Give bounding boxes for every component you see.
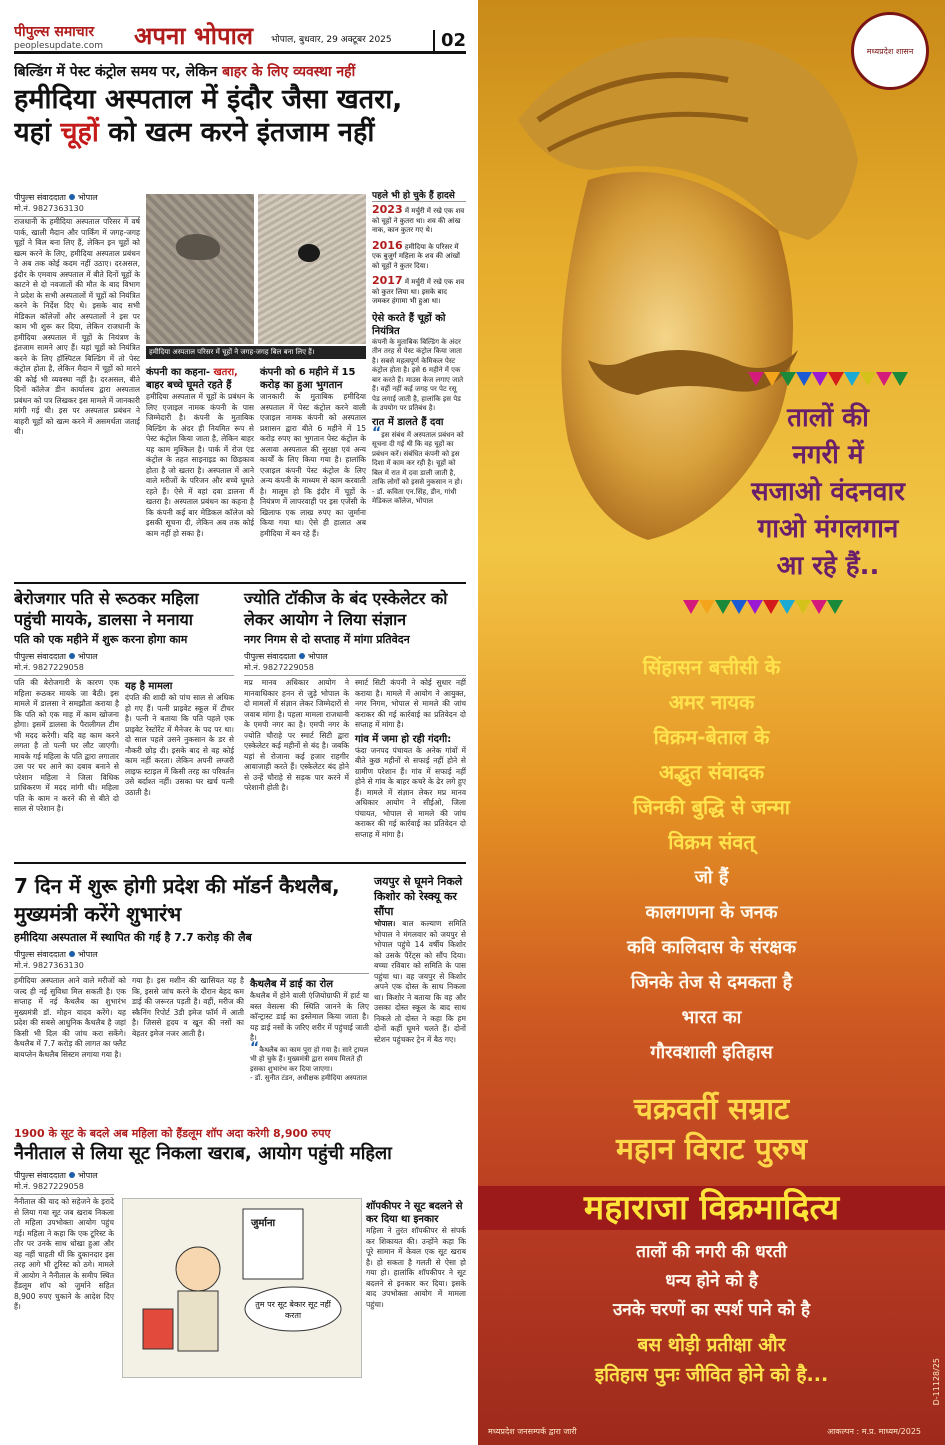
col2-head-c: बाहर बच्चे घूमते रहते हैं xyxy=(146,380,232,391)
story4-columns xyxy=(14,976,369,1084)
tagline-line: नगरी में xyxy=(792,440,864,470)
ad-closing-2 xyxy=(478,1330,945,1390)
byline-city: भोपाल xyxy=(77,1171,98,1180)
story6-side-head: शॉपकीपर ने सूट बदलने से कर दिया था इनकार xyxy=(366,1201,463,1225)
lead-photos xyxy=(146,194,366,344)
story6-strip: 1900 के सूट के बदले अब महिला को हैंडलूम शॉप अदा करेगी 8,900 रुपए xyxy=(14,1127,331,1140)
rat-photo xyxy=(146,194,254,344)
verse-line: विक्रम संवत् xyxy=(668,830,755,854)
sidebar-sub2: रात में डालते हैं दवा xyxy=(372,416,444,428)
sidebar-quote xyxy=(372,424,466,488)
event-text: में मर्चुरी में रखे एक शव को चूहों ने कुतरा था। शव की आंख नाक, कान कुतर गए थे। xyxy=(372,207,465,234)
title-line2: महान विराट पुरुष xyxy=(615,1132,808,1167)
lead-headline-line1: हमीदिया अस्पताल में इंदौर जैसा खतरा, xyxy=(14,84,403,115)
story2-text: पति की बेरोजगारी के कारण एक महिला रूठकर मायके जा बैठी। इस मामले में डालसा ने समझौता कराया है कि पति को एक माह में काम खोजना होगा। इसमें डालसा के पैरालीगल टीम भी मदद करेगी। यदि वह काम करने लगता है तो पत्नी घर लौट जाएगी। मायके गई महिला के पति द्वारा लगातार उस पर घर आने का दबाव बनाने से परेशान महिला ने जिला विधिक प्राधिकरण में मदद मांगी थी। महिला पति के काम न करने की से बीते दो साल से परेशान है। xyxy=(14,678,119,813)
lead-col3-head: कंपनी को 6 महीने में 15 करोड़ का हुआ भुगतान xyxy=(260,367,356,391)
story2-headline: बेरोजगार पति से रूठकर महिला पहुंची मायके, डालसा ने मनाया xyxy=(14,589,199,629)
lead-col2-text: हमीदिया अस्पताल में चूहों के प्रबंधन के लिए एजाइल नामक कंपनी के पास जिम्मेदारी है। कंपनी के मुताबिक बिल्डिंग के अंदर ही नियमित रूप से पेस्ट कंट्रोल किया जाता है, लेकिन बाहर यह काम मुश्किल है। पार्क में रोज एंड कंट्रोल के तहत साइनाइड का छिड़काव होता है जो खतरा है। अस्पताल में आने वाले मरीजों के परिजन और बच्चे घूमते रहते हैं। ऐसे में वहां दवा डालना मैं खतरा है। अस्पताल प्रबंधन का कहना है कि कंपनी कई बार मेडिकल कॉलेज को इसकी सूचना दी, लेकिन अब तक कोई काम नहीं हो सका है। xyxy=(146,392,254,538)
verse-white xyxy=(478,860,945,1070)
story6-text: नैनीताल की याद को सहेजने के इरादे से लिया गया सूट जब खराब निकला तो महिला उपभोक्ता आयोग पहुंच गई। महिला ने कहा कि एक टूरिस्ट के तौर पर उनके साथ धोखा हुआ और वह नहीं चाहती थीं कि दुकानदार इस तरह आगे भी टूरिस्ट को ठगे। मामले में आयोग ने नैनीताल के समीप स्थित हैंडलूम शॉप को जुर्माने सहित 8,900 रुपए चुकाने के आदेश दिए हैं। xyxy=(14,1197,114,1311)
verse-line: अद्भुत संवादक xyxy=(658,760,765,784)
burrow-photo xyxy=(258,194,366,344)
vikramaditya-advertisement xyxy=(478,0,945,1445)
lead-headline-2a: यहां xyxy=(14,117,61,148)
divider xyxy=(14,582,466,584)
story2-byline xyxy=(14,651,234,662)
story4-byline xyxy=(14,949,369,960)
byline-name: पीपुल्स संवाददाता xyxy=(14,1171,66,1180)
verse-line: जिनके तेज से दमकता है xyxy=(630,972,793,993)
event-text: हमीदिया के परिसर में एक बुजुर्ग महिला के शव की आंखों को चूहों ने कुतर दिया। xyxy=(372,242,460,270)
story5-body: बाल कल्याण समिति भोपाल ने मंगलवार को जयपुर से भोपाल पहुंचे 14 वर्षीय किशोर को उसके पैरेंट्स को सौंप दिया। बच्चा रविवार को समिति के पास पहुंचा था। वह जयपुर से किशोर अपने एक दोस्त के साथ निकला था। किशोर ने बताया कि वह और उसका दोस्त स्कूल के बाद साथ निकले तो दोस्त ने कहा कि हम दोनों कहीं घूमने चलते हैं। दोनों स्टेशन पहुंचकर ट्रेन में बैठ गए। xyxy=(374,919,466,1044)
story3-sub-text: फंदा जनपद पंचायत के अनेक गांवों में बीते कुछ महीनों से सफाई नहीं होने से ग्रामीण परेशान हैं। गांव में सफाई नहीं होने से गांव के बाहर कचरे के ढेर लगे हुए हैं। मामले में संज्ञान लेकर मप्र मानव अधिकार आयोग ने सीईओ, जिला पंचायत, भोपाल से मामले की जांच कराकर की गई कार्रवाई का प्रतिवेदन दो सप्ताह में मांगा है। xyxy=(355,745,466,839)
verse-line: सिंहासन बत्तीसी के xyxy=(642,655,781,679)
story3-col2 xyxy=(355,678,466,840)
lead-headline xyxy=(14,83,466,149)
lead-kicker-a: बिल्डिंग में पेस्ट कंट्रोल समय पर, लेकिन xyxy=(14,64,223,80)
lead-headline-line2 xyxy=(14,116,466,149)
story2-sub xyxy=(125,678,234,815)
story3-columns xyxy=(244,678,466,840)
sidebar-sub1: ऐसे करते हैं चूहों को नियंत्रित xyxy=(372,312,446,337)
story2-mobile: मो.नं. 9827229058 xyxy=(14,662,234,676)
ad-main-name: महाराजा विक्रमादित्य xyxy=(478,1186,945,1230)
story5-city: भोपाल। xyxy=(374,919,396,928)
verse-line: कालगणना के जनक xyxy=(645,902,778,923)
story6-mobile: मो.नं. 9827229058 xyxy=(14,1181,114,1195)
lead-col1 xyxy=(14,188,140,438)
dot-icon xyxy=(69,194,75,200)
quote-text: कैथलैब का काम पूरा हो गया है। सारे ट्रायल भी हो चुके हैं। मुख्यमंत्री द्वारा समय मिलते ही इसका शुभारंभ कर दिया जाएगा। xyxy=(250,1045,369,1073)
closing-line: तालों की नगरी की धरती xyxy=(636,1242,787,1262)
col2-head-b: खतरा, xyxy=(213,367,238,378)
closing-line: उनके चरणों का स्पर्श पाने को है xyxy=(612,1300,811,1320)
story4-deck: हमीदिया अस्पताल में स्थापित की गई है 7.7 करोड़ की लैब xyxy=(14,931,252,944)
event-year: 2017 xyxy=(372,274,403,287)
ad-tagline xyxy=(708,400,945,585)
masthead xyxy=(14,10,466,54)
ad-title xyxy=(478,1090,945,1170)
tagline-line: तालों की xyxy=(787,403,869,433)
story6-byline xyxy=(14,1170,466,1181)
event-item xyxy=(372,276,466,307)
cartoon-illustration xyxy=(122,1198,362,1378)
story-nainital xyxy=(14,1126,466,1320)
dot-icon xyxy=(69,951,75,957)
quote-icon: “ xyxy=(250,1039,260,1056)
story2-deck: पति को एक महीने में शुरू करना होगा काम xyxy=(14,633,188,646)
story3-byline xyxy=(244,651,466,662)
event-item xyxy=(372,238,466,272)
title-line1: चक्रवर्ती सम्राट xyxy=(633,1092,790,1127)
bunting-bottom xyxy=(683,600,863,614)
section-title: अपना भोपाल xyxy=(134,22,254,50)
story6-side-text: महिला ने तुरंत शॉपकीपर से संपर्क कर शिकायत की। उन्होंने कहा कि पूरे सामान में केवल एक सूट खराब है। हो सकता है गलती से ऐसा हो गया हो। हालांकि शॉपकीपर ने सूट बदलने से इनकार कर दिया। इसके बाद उपभोक्ता आयोग में मामला पहुंचा। xyxy=(366,1226,466,1309)
story2-sub-text: दंपति की शादी को पांच साल से अधिक हो गए हैं। पत्नी प्राइवेट स्कूल में टीचर है। पत्नी ने बताया कि पति पहले एक प्राइवेट रेस्टोरेंट में मैनेजर के पद पर था। दो साल पहले उसने नुकसान के डर से नौकरी छोड़ दी। इसके बाद से वह कोई काम नहीं करता। लेकिन अपनी लग्जरी लाइफ स्टाइल में किसी तरह का परिवर्तन उसे बर्दाश्त नहीं। उसका घर खर्च पत्नी उठाती है। xyxy=(125,693,234,797)
lead-mobile: मो.नं. 9827363130 xyxy=(14,203,140,217)
byline-city: भोपाल xyxy=(77,193,98,202)
story3-deck: नगर निगम से दो सप्ताह में मांगा प्रतिवेदन xyxy=(244,633,410,646)
cartoon-svg xyxy=(123,1199,363,1379)
story3-text: मप्र मानव अधिकार आयोग ने मानवाधिकार हनन से जुड़े भोपाल के दो मामलों में संज्ञान लेकर जिम्मेदारों से जवाब मांगा है। पहला मामला राजधानी के एमपी नगर का है। एमपी नगर के ज्योति चौराहे पर स्मार्ट सिटी द्वारा एस्केलेटर कई महीनों से बंद है। जबकि यहां से रोजाना कई हजार राहगीर आवाजाही करते हैं। एस्केलेटर बंद होने से उन्हें चौराहे से सड़क पार करने में परेशानी होती है। xyxy=(244,678,349,792)
lead-headline-2c: को खत्म करने इंतजाम नहीं xyxy=(98,117,375,148)
event-year: 2016 xyxy=(372,238,403,252)
story4-headline: 7 दिन में शुरू होगी प्रदेश की मॉडर्न कैथलैब, मुख्यमंत्री करेंगे शुभारंभ xyxy=(14,874,340,926)
lead-col1-text: राजधानी के हमीदिया अस्पताल परिसर में वर्ष पार्क, खाली मैदान और पार्किंग में जगह-जगह चूहों ने बिल बना लिए हैं, लेकिन इन चूहों को खत्म करने के लिए, हमीदिया अस्पताल प्रबंधन ने अब तक कोई कदम नहीं उठाए। दरअसल, इंदौर के एमवाय अस्पताल में बीते दिनों चूहों के काटने से दो नवजातों की मौत के बाद विभाग ने प्रदेश के सभी अस्पतालों में चूहों को नियंत्रित करने के निर्देश दिए थे। इसके बाद सभी मेडिकल कॉलेजों और अस्पतालों ने इस पर काम भी शुरू कर दिया, लेकिन राजधानी के हमीदिया अस्पताल में चूहों के नियंत्रण के इंतजाम सामने आए हैं। यहां चूहों को नियंत्रित करने के लिए हॉस्पिटल बिल्डिंग में तो पेस्ट कंट्रोल होता है, लेकिन मैदान में चूहों को मारने की कोई भी व्यवस्था नहीं है। दरअसल, बीते दिनों कॉलेज डीन कार्यालय द्वारा अस्पताल प्रबंधन को पत्र लिखकर इस मामले में जानकारी मांगी गई थी। इस पर अस्पताल प्रबंधन ने बाहरी चूहों को खत्म करने में असमर्थता जताई थी। xyxy=(14,217,140,436)
lead-kicker-b: बाहर के लिए व्यवस्था नहीं xyxy=(222,64,356,80)
story2-sub-head: यह है मामला xyxy=(125,681,173,692)
divider xyxy=(14,862,466,864)
quote-icon: “ xyxy=(372,424,382,441)
closing-line: इतिहास पुनः जीवित होने को है... xyxy=(594,1364,829,1386)
news-column xyxy=(14,10,466,1440)
photo-caption: हमीदिया अस्पताल परिसर में चूहों ने जगह-जगह बिल बना लिए हैं। xyxy=(146,346,366,359)
story5-headline: जयपुर से घूमने निकले किशोर को रेस्क्यू कर सौंपा xyxy=(374,875,463,918)
lead-col3-text: जानकारी के मुताबिक हमीदिया अस्पताल में पेस्ट कंट्रोल करने वाली एजाइल नामक कंपनी को अस्पताल प्रशासन द्वारा बीते 6 महीने में 15 करोड़ रुपए का भुगतान पेस्ट कंट्रोल के अलावा अस्पताल की सुरक्षा एवं अन्य कार्यों के लिए किया गया है। हालांकि एजाइल कंपनी पेस्ट कंट्रोल के लिए अन्य कंपनी के माध्यम से काम करवाती है। मालूम हो कि इंदौर में चूहों के नियंत्रण में लापरवाही पर इस एजेंसी के खिलाफ एक लाख रुपए का जुर्माना किया गया था। ऐसे ही हालात अब हमीदिया में बन रहे हैं। xyxy=(260,392,366,538)
sidebar-quote-by: - डॉ. कविता एन.सिंह, डीन, गांधी मेडिकल कॉलेज, भोपाल xyxy=(372,487,457,505)
event-text: में मर्चुरी में रखे एक शव को कुतर लिया था। इसके बाद जमकर हंगामा भी हुआ था। xyxy=(372,278,465,305)
lead-story xyxy=(14,188,466,583)
bunting-top xyxy=(748,372,928,386)
brand-block xyxy=(14,22,126,51)
ad-closing xyxy=(478,1238,945,1325)
verse-line: विक्रम-बेताल के xyxy=(653,725,770,749)
byline-city: भोपाल xyxy=(77,950,98,959)
story4-text2: गया है। इस मशीन की खासियत यह है कि, इससे जांच करने के दौरान बेहद कम डाई की जरूरत पड़ती है। वहीं, मरीज की स्कैनिंग रिपोर्ट 3डी इमेज फॉर्म में आती है। जिससे हृदय व खून की नसों का बेहतर इमेज नजर आती है। xyxy=(132,976,244,1038)
verse-yellow xyxy=(478,650,945,860)
lead-sidebar xyxy=(372,188,466,507)
byline-name: पीपुल्स संवाददाता xyxy=(14,652,66,661)
ad-footer-right: आकल्पन : म.प्र. माध्यम/2025 xyxy=(827,1427,921,1436)
mp-govt-emblem: मध्यप्रदेश शासन xyxy=(851,12,929,90)
sidebar-head: पहले भी हो चुके हैं हादसे xyxy=(372,188,466,202)
dot-icon xyxy=(299,653,305,659)
story4-sub-head: कैथलैब में डाई का रोल xyxy=(250,979,334,990)
story6-side xyxy=(366,1198,466,1310)
lead-col2 xyxy=(146,364,254,539)
col2-head-a: कंपनी का कहना- xyxy=(146,367,214,378)
lead-byline xyxy=(14,192,140,203)
story6-headline: नैनीताल से लिया सूट निकला खराब, आयोग पहुंची महिला xyxy=(14,1143,392,1164)
page-number: 02 xyxy=(433,30,466,51)
verse-line: जो हैं xyxy=(694,867,729,888)
byline-name: पीपुल्स संवाददाता xyxy=(244,652,296,661)
story3-mobile: मो.नं. 9827229058 xyxy=(244,662,466,676)
lead-col3 xyxy=(260,364,366,539)
byline-city: भोपाल xyxy=(77,652,98,661)
story2-columns xyxy=(14,678,234,815)
dot-icon xyxy=(69,1172,75,1178)
brand-name: पीपुल्स समाचार xyxy=(14,24,95,40)
tagline-line: आ रहे हैं.. xyxy=(776,551,880,581)
brand-url: peoplesupdate.com xyxy=(14,41,103,51)
story3-text2: स्मार्ट सिटी कंपनी ने कोई सुधार नहीं कराया है। मामले में आयोग ने आयुक्त, नगर निगम, भोपाल से मामले की जांच कराकर की गई कार्रवाई का प्रतिवेदन दो सप्ताह में मांगा है। xyxy=(355,678,466,729)
closing-line: धन्य होने को है xyxy=(665,1271,758,1291)
story3-headline: ज्योति टॉकीज के बंद एस्केलेटर को लेकर आयोग ने लिया संज्ञान xyxy=(244,589,448,629)
story-jaipur xyxy=(374,872,466,1045)
dot-icon xyxy=(69,653,75,659)
cartoon-label: जुर्माना xyxy=(251,1218,276,1229)
dateline: भोपाल, बुधवार, 29 अक्टूबर 2025 xyxy=(271,35,392,45)
ad-code: D-11128/25 xyxy=(932,1357,941,1405)
story4-mobile: मो.नं. 9827363130 xyxy=(14,960,369,974)
cartoon-bubble: तुम पर सूट बेकार सूट नहीं करता xyxy=(255,1300,331,1320)
story5-text xyxy=(374,919,466,1045)
event-item xyxy=(372,205,466,236)
verse-line: भारत का xyxy=(681,1007,742,1028)
story3-sub-head: गांव में जमा हो रही गंदगी: xyxy=(355,733,452,745)
byline-city: भोपाल xyxy=(307,652,328,661)
quote-text: इस संबंध में अस्पताल प्रबंधन को सूचना दी गई थी कि वह चूहों का प्रबंधन करें। संबंधित कंपनी को इस दिशा में काम कर रही है। चूहों को बिल में रात में दवा डाली जाती है, ताकि लोगों को इससे नुकसान न हो। xyxy=(372,430,464,486)
verse-line: कवि कालिदास के संरक्षक xyxy=(626,937,797,958)
closing-line: बस थोड़ी प्रतीक्षा और xyxy=(637,1334,786,1356)
verse-line: जिनकी बुद्धि से जन्मा xyxy=(633,795,790,819)
sidebar-text1: कंपनी के मुताबिक बिल्डिंग के अंदर तीन तरह से पेस्ट कंट्रोल किया जाता है। सबसे महत्वपूर्ण केमिकल पेस्ट कंट्रोल होता है। इसे 6 महीने में एक बार करते हैं। माउस केज लगाए जाते हैं। वहीं नहीं कई जगह पर पेट रसू पेड लगाई जाती है, हालांकि इस पेड के उपयोग पर प्रतिबंध है। xyxy=(372,337,464,412)
verse-line: गौरवशाली इतिहास xyxy=(650,1042,773,1063)
story4-quote xyxy=(250,1039,369,1075)
burrow-hole xyxy=(298,244,320,262)
story4-sub-text: कैथलैब में होने वाली एंजियोग्राफी में हार्ट या बस्त वेसल्स की स्थिति जानने के लिए कॉन्ट्रास्ट डाई का इस्तेमाल किया जाता है। यह डाई नसों के जरिए शरीर में पहुंचाई जाती है। xyxy=(250,991,369,1042)
story4-col3 xyxy=(250,976,369,1084)
story-escalator xyxy=(244,588,466,840)
tagline-line: गाओ मंगलगान xyxy=(757,514,899,544)
byline-name: पीपुल्स संवाददाता xyxy=(14,950,66,959)
lead-kicker xyxy=(14,62,466,81)
ad-footer-left: मध्यप्रदेश जनसम्पर्क द्वारा जारी xyxy=(488,1427,577,1436)
story4-text: हमीदिया अस्पताल आने वाले मरीजों को जल्द ही नई सुविधा मिल सकती है। एक सप्ताह में नई कैथलैब का शुभारंभ मुख्यमंत्री डॉ. मोहन यादव करेंगे। यह प्रदेश की सबसे आधुनिक कैथलैब है जहां किसी भी दिल की जांच करा सकेंगे। कैथलैब में 7.7 करोड़ की लागत का फ्लैट बायप्लेन कैथलैब सिस्टम लगाया गया है। xyxy=(14,976,126,1059)
story4-quote-by: - डॉ. सुनीत टंडन, अधीक्षक हमीदिया अस्पताल xyxy=(250,1074,368,1082)
lead-col2-head xyxy=(146,366,254,392)
story-dalsa xyxy=(14,588,234,815)
verse-line: अमर नायक xyxy=(668,690,755,714)
tagline-line: सजाओ वंदनवार xyxy=(751,477,905,507)
event-year: 2023 xyxy=(372,203,403,216)
byline-name: पीपुल्स संवाददाता xyxy=(14,193,66,202)
story-cathlab xyxy=(14,872,369,1084)
rat-shape xyxy=(176,234,220,260)
lead-headline-2b: चूहों xyxy=(60,117,99,148)
